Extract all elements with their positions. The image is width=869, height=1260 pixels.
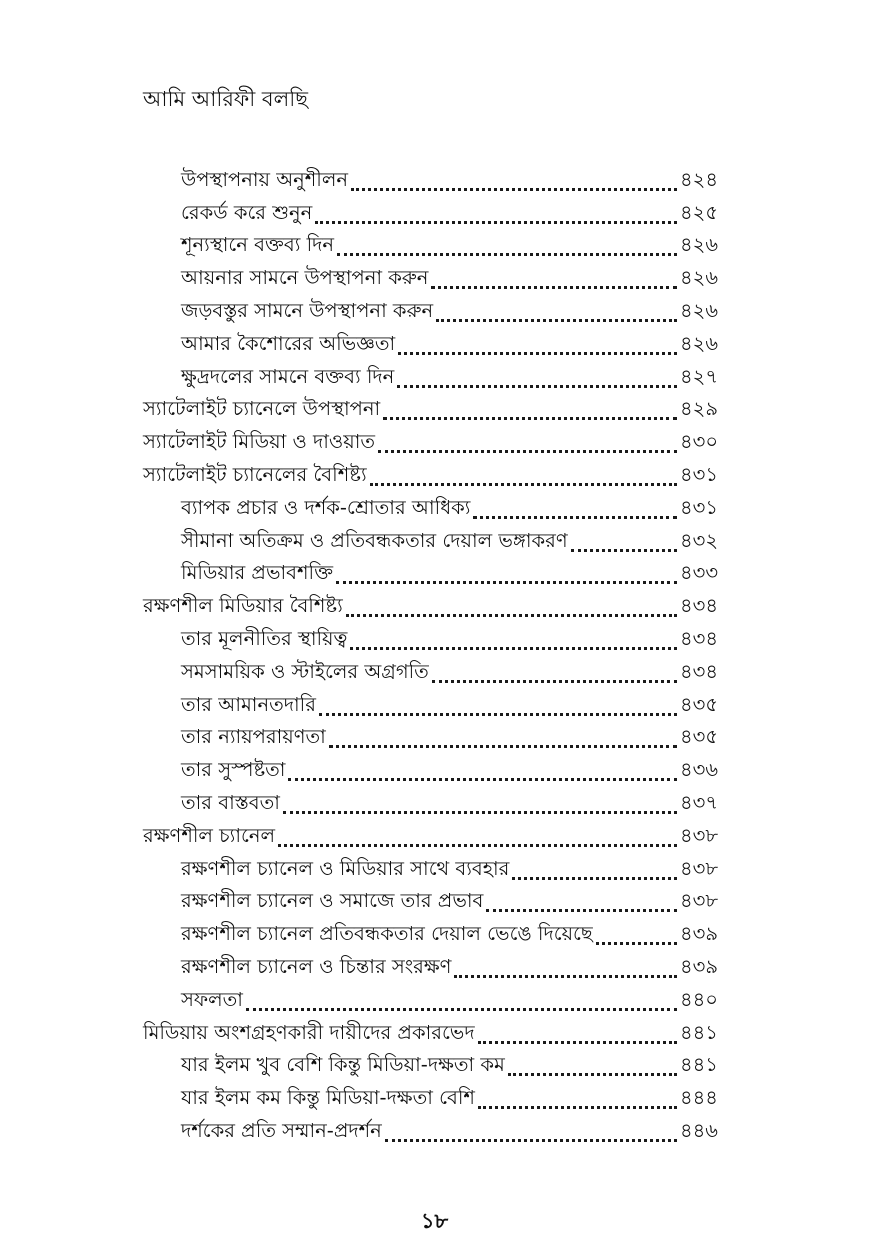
toc-entry-title: স্যাটেলাইট মিডিয়া ও দাওয়াত: [143, 430, 376, 454]
toc-entry: [143, 193, 728, 226]
toc-entry-title: সীমানা অতিক্রম ও প্রতিবন্ধকতার দেয়াল ভঙ্গাকরণ: [181, 528, 568, 552]
table-of-contents: [143, 160, 728, 1144]
toc-entry-title: আয়নার সামনে উপস্থাপনা করুন: [181, 266, 429, 290]
toc-entry-title: রক্ষণশীল চ্যানেল: [143, 823, 275, 847]
toc-entry-title: রেকর্ড করে শুনুন: [181, 200, 313, 224]
dot-leader: [288, 778, 677, 781]
toc-entry-title: যার ইলম কম কিন্তু মিডিয়া-দক্ষতা বেশি: [181, 1086, 475, 1110]
toc-entry-page-number: ৪২৬: [680, 233, 719, 257]
dot-leader: [278, 844, 677, 847]
dot-leader: [571, 549, 677, 552]
toc-entry-page-number: ৪৩৩: [680, 561, 719, 585]
toc-entry-page-number: ৪৪১: [680, 1020, 718, 1044]
dot-leader: [454, 975, 677, 978]
toc-entry-page-number: ৪৩১: [680, 495, 718, 519]
toc-entry-title: তার মূলনীতির স্থায়িত্ব: [181, 626, 348, 650]
toc-entry-title: রক্ষণশীল চ্যানেল ও সমাজে তার প্রভাব: [181, 889, 484, 913]
toc-entry-title: মিডিয়ায় অংশগ্রহণকারী দায়ীদের প্রকারভেদ: [143, 1020, 475, 1044]
dot-leader: [336, 581, 677, 584]
toc-entry-title: ক্ষুদ্রদলের সামনে বক্তব্য দিন: [181, 364, 395, 388]
toc-entry: [143, 783, 728, 816]
toc-entry: [143, 521, 728, 554]
dot-leader: [370, 483, 677, 486]
toc-entry-title: দর্শকের প্রতি সম্মান-প্রদর্শন: [181, 1118, 382, 1142]
toc-entry-title: যার ইলম খুব বেশি কিন্তু মিডিয়া-দক্ষতা কম: [181, 1053, 505, 1077]
dot-leader: [378, 450, 677, 453]
toc-entry-title: তার বাস্তবতা: [181, 790, 280, 814]
dot-leader: [383, 417, 677, 420]
toc-entry-page-number: ৪৩৪: [680, 626, 718, 650]
toc-entry-page-number: ৪৩৪: [680, 594, 718, 618]
toc-entry: [143, 455, 728, 488]
toc-entry-title: ব্যাপক প্রচার ও দর্শক-শ্রোতার আধিক্য: [181, 495, 471, 519]
toc-entry-page-number: ৪৩৮: [680, 856, 718, 880]
toc-entry: [143, 750, 728, 783]
toc-entry-page-number: ৪২৯: [680, 397, 718, 421]
dot-leader: [478, 1106, 677, 1109]
dot-leader: [436, 319, 677, 322]
dot-leader: [351, 188, 677, 191]
toc-entry-page-number: ৪২৫: [680, 200, 718, 224]
toc-entry-title: সমসাময়িক ও স্টাইলের অগ্রগতি: [181, 659, 429, 683]
toc-entry-title: তার ন্যায়পরায়ণতা: [181, 725, 326, 749]
dot-leader: [397, 385, 677, 388]
toc-entry-page-number: ৪৩৭: [680, 790, 719, 814]
toc-entry-page-number: ৪৩৮: [680, 889, 718, 913]
toc-entry: [143, 849, 728, 882]
toc-entry: [143, 914, 728, 947]
toc-entry: [143, 160, 728, 193]
toc-entry-page-number: ৪৩৯: [680, 922, 718, 946]
dot-leader: [315, 221, 677, 224]
toc-entry: [143, 390, 728, 423]
toc-entry-page-number: ৪৩৮: [680, 823, 718, 847]
toc-entry-title: রক্ষণশীল মিডিয়ার বৈশিষ্ট্য: [143, 594, 343, 618]
toc-entry-page-number: ৪৩৬: [680, 758, 719, 782]
toc-entry-page-number: ৪৪৪: [680, 1086, 718, 1110]
toc-entry-page-number: ৪৩০: [680, 430, 719, 454]
toc-entry-page-number: ৪৩১: [680, 462, 718, 486]
toc-entry-page-number: ৪২৬: [680, 331, 719, 355]
toc-entry-title: স্যাটেলাইট চ্যানেলে উপস্থাপনা: [143, 397, 381, 421]
toc-entry: [143, 619, 728, 652]
toc-entry-title: রক্ষণশীল চ্যানেল ও মিডিয়ার সাথে ব্যবহার: [181, 856, 510, 880]
toc-entry-title: মিডিয়ার প্রভাবশক্তি: [181, 561, 334, 585]
toc-entry-title: জড়বস্তুর সামনে উপস্থাপনা করুন: [181, 298, 434, 322]
toc-entry: [143, 1013, 728, 1046]
toc-entry: [143, 718, 728, 751]
toc-entry-title: রক্ষণশীল চ্যানেল ও চিন্তার সংরক্ষণ: [181, 954, 452, 978]
page-number: ১৮: [420, 1209, 449, 1233]
toc-entry-title: তার সুস্পষ্টতা: [181, 758, 286, 782]
dot-leader: [350, 647, 677, 650]
toc-entry-page-number: ৪২৪: [680, 167, 718, 191]
dot-leader: [246, 1008, 677, 1011]
toc-entry-title: তার আমানতদারি: [181, 692, 316, 716]
dot-leader: [398, 352, 677, 355]
dot-leader: [512, 877, 677, 880]
toc-entry-title: শূন্যস্থানে বক্তব্য দিন: [181, 233, 335, 257]
toc-entry: [143, 816, 728, 849]
toc-entry: [143, 226, 728, 259]
toc-entry-page-number: ৪৪০: [680, 987, 718, 1011]
dot-leader: [346, 614, 677, 617]
toc-entry-page-number: ৪৪৬: [680, 1118, 718, 1142]
toc-entry: [143, 980, 728, 1013]
toc-entry-page-number: ৪৩৫: [680, 692, 718, 716]
dot-leader: [486, 909, 677, 912]
toc-entry-page-number: ৪৩৪: [680, 659, 718, 683]
toc-entry: [143, 422, 728, 455]
toc-entry: [143, 882, 728, 915]
toc-entry-page-number: ৪২৬: [680, 298, 719, 322]
toc-entry-title: আমার কৈশোরের অভিজ্ঞতা: [181, 331, 396, 355]
dot-leader: [431, 286, 677, 289]
toc-entry-title: স্যাটেলাইট চ্যানেলের বৈশিষ্ট্য: [143, 462, 367, 486]
toc-entry: [143, 1078, 728, 1111]
dot-leader: [385, 1139, 677, 1142]
toc-entry-page-number: ৪৩৯: [680, 954, 718, 978]
toc-entry: [143, 488, 728, 521]
toc-entry: [143, 586, 728, 619]
dot-leader: [319, 713, 677, 716]
dot-leader: [432, 680, 677, 683]
toc-entry-title: রক্ষণশীল চ্যানেল প্রতিবন্ধকতার দেয়াল ভেঙে দিয়েছে: [181, 922, 593, 946]
toc-entry: [143, 652, 728, 685]
toc-entry: [143, 357, 728, 390]
toc-entry: [143, 947, 728, 980]
dot-leader: [329, 745, 677, 748]
toc-entry: [143, 324, 728, 357]
running-head: আমি আরিফী বলছি: [143, 87, 308, 111]
toc-entry-page-number: ৪২৭: [680, 364, 719, 388]
toc-entry-page-number: ৪২৬: [680, 266, 719, 290]
dot-leader: [478, 1041, 677, 1044]
toc-entry-title: সফলতা: [181, 987, 243, 1011]
toc-entry-page-number: ৪৩২: [680, 528, 719, 552]
dot-leader: [508, 1073, 677, 1076]
toc-entry-page-number: ৪৩৫: [680, 725, 718, 749]
dot-leader: [473, 516, 677, 519]
dot-leader: [337, 253, 677, 256]
toc-entry: [143, 1111, 728, 1144]
toc-entry: [143, 685, 728, 718]
toc-entry: [143, 1046, 728, 1079]
toc-entry-title: উপস্থাপনায় অনুশীলন: [181, 167, 349, 191]
toc-entry: [143, 291, 728, 324]
toc-entry-page-number: ৪৪১: [680, 1053, 718, 1077]
dot-leader: [283, 811, 677, 814]
toc-entry: [143, 258, 728, 291]
toc-entry: [143, 554, 728, 587]
dot-leader: [596, 942, 677, 945]
